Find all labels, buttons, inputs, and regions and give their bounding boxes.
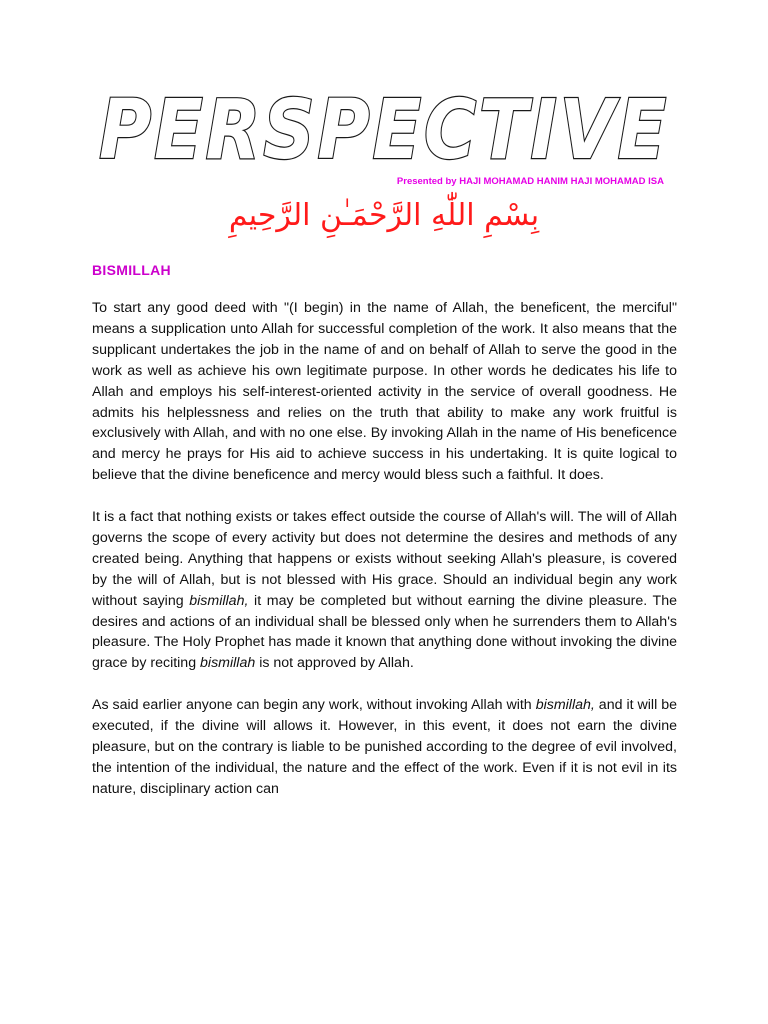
paragraph-2-text-a: It is a fact that nothing exists or takes effect outside the course of Allah's will. The will of Allah governs the scope of every activity but does not determine the desires and methods of any created being. Anything that happens or exists without seeking Allah's pleasure, is covered by the will of Allah, but is not blessed with His grace. Should an individual begin any work without saying (92, 509, 677, 609)
bismillah-italic: bismillah, (535, 697, 595, 714)
paragraph-1: To start any good deed with "(I begin) in the name of Allah, the beneficent, the merciful" means a supplication unto Allah for successful completion of the work. It also means that the supplicant undertakes the job in the name of and on behalf of Allah to serve the good in the work as well as achieve his own legitimate purpose. In other words he dedicates his life to Allah and employs his self-interest-oriented activity in the service of overall goodness. He admits his helplessness and relies on the truth that ability to make any work fruitful is exclusively with Allah, and with no one else. By invoking Allah in the name of His beneficence and mercy he prays for His aid to achieve success in his undertaking. It is quite logical to believe that the divine beneficence and mercy would bless such a faithful. It does. (92, 300, 677, 484)
body-content (92, 298, 677, 821)
paragraph-3-text-b: and it will be executed, if the divine will allows it. However, in this event, it does not earn the divine pleasure, but on the contrary is liable to be punished according to the degree of evil involved, the intention of the individual, the nature and the effect of the work. Even if it is not evil in its nature, disciplinary action can (92, 697, 677, 797)
title-text: PERSPECTIVE (99, 83, 669, 178)
bismillah-italic: bismillah, (189, 592, 249, 609)
paragraph-2-text-c: is not approved by Allah. (255, 655, 414, 672)
paragraph-3-text-a: As said earlier anyone can begin any work, without invoking Allah with (92, 697, 536, 714)
paragraph-3 (92, 695, 677, 800)
presenter-credit: Presented by HAJI MOHAMAD HANIM HAJI MOHAMAD ISA (396, 176, 664, 187)
basmala-arabic: بِسْمِ اللّٰهِ الرَّحْمَـٰنِ الرَّحِيمِ (228, 198, 540, 233)
document-title (0, 78, 768, 178)
paragraph-2 (92, 507, 677, 674)
paragraph-2-text-b: it may be completed but without earning the divine pleasure. The desires and actions of an individual shall be blessed only when he surrenders them to Allah's pleasure. The Holy Prophet has made it known that anything done without invoking the divine grace by reciting (92, 592, 677, 672)
section-heading: BISMILLAH (92, 262, 171, 278)
bismillah-italic: bismillah (200, 655, 256, 672)
